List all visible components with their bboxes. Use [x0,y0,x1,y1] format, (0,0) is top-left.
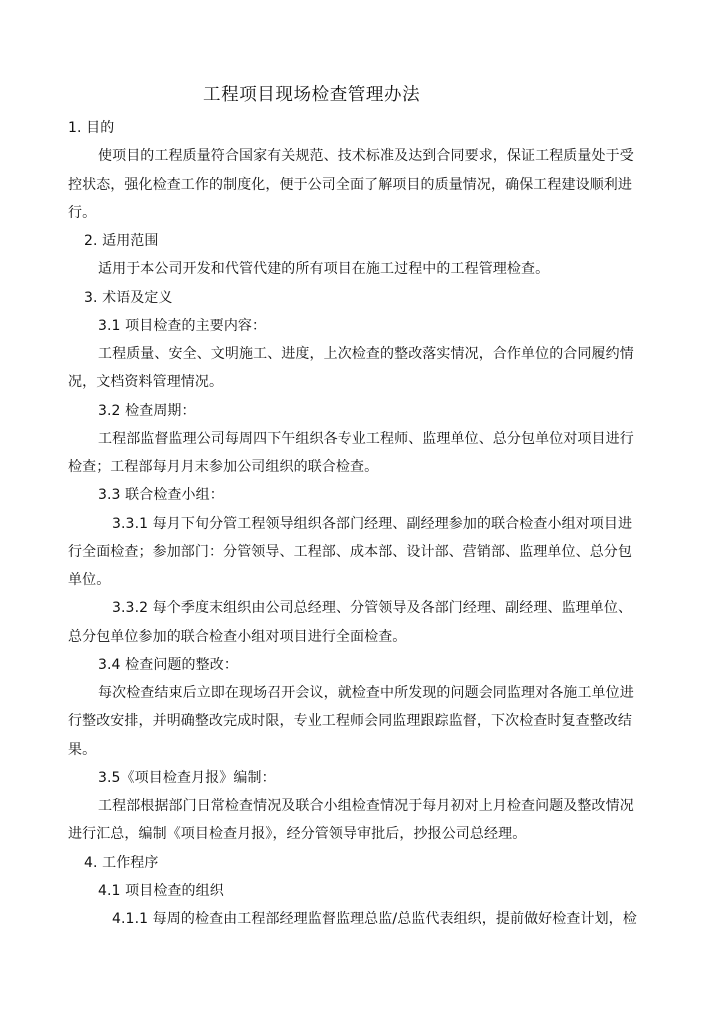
subheading-3-1: 3.1 项目检查的主要内容： [98,318,267,334]
paragraph-line: 3.3.1 每月下旬分管工程领导组织各部门经理、副经理参加的联合检查小组对项目进 [112,516,633,532]
heading-2-scope: 2. 适用范围 [84,233,159,249]
paragraph-line: 单位。 [68,572,111,588]
paragraph-line: 工程质量、安全、文明施工、进度，上次检查的整改落实情况，合作单位的合同履约情 [98,346,634,362]
paragraph-line: 每次检查结束后立即在现场召开会议，就检查中所发现的问题会同监理对各施工单位进 [98,685,634,701]
subheading-3-2: 3.2 检查周期： [98,403,196,419]
paragraph-line: 进行汇总，编制《项目检查月报》，经分管领导审批后，抄报公司总经理。 [68,826,527,842]
paragraph-line: 行。 [68,205,97,221]
heading-3-terms: 3. 术语及定义 [84,290,173,306]
subheading-4-1: 4.1 项目检查的组织 [98,883,224,899]
subheading-3-4: 3.4 检查问题的整改： [98,657,238,673]
paragraph-line: 3.3.2 每个季度末组织由公司总经理、分管领导及各部门经理、副经理、监理单位、 [112,600,633,616]
subheading-3-3: 3.3 联合检查小组： [98,487,224,503]
document-title: 工程项目现场检查管理办法 [203,85,421,105]
paragraph-line: 总分包单位参加的联合检查小组对项目进行全面检查。 [68,629,407,645]
heading-1-purpose: 1. 目的 [68,120,115,136]
paragraph-line: 控状态，强化检查工作的制度化，便于公司全面了解项目的质量情况，确保工程建设顺利进 [68,177,632,193]
paragraph-line: 检查；工程部每月月末参加公司组织的联合检查。 [68,459,379,475]
paragraph-line: 适用于本公司开发和代管代建的所有项目在施工过程中的工程管理检查。 [98,261,550,277]
paragraph-line: 使项目的工程质量符合国家有关规范、技术标准及达到合同要求，保证工程质量处于受 [98,148,634,164]
paragraph-line: 行整改安排，并明确整改完成时限，专业工程师会同监理跟踪监督，下次检查时复查整改结 [68,713,632,729]
paragraph-line: 行全面检查；参加部门：分管领导、工程部、成本部、设计部、营销部、监理单位、总分包 [68,544,632,560]
paragraph-line: 4.1.1 每周的检查由工程部经理监督监理总监/总监代表组织，提前做好检查计划，检 [112,911,637,927]
paragraph-line: 果。 [68,742,97,758]
paragraph-line: 工程部监督监理公司每周四下午组织各专业工程师、监理单位、总分包单位对项目进行 [98,431,634,447]
paragraph-line: 工程部根据部门日常检查情况及联合小组检查情况于每月初对上月检查问题及整改情况 [98,798,634,814]
heading-4-procedure: 4. 工作程序 [84,855,159,871]
paragraph-line: 况，文档资料管理情况。 [68,374,224,390]
subheading-3-5: 3.5《项目检查月报》编制： [98,770,276,786]
